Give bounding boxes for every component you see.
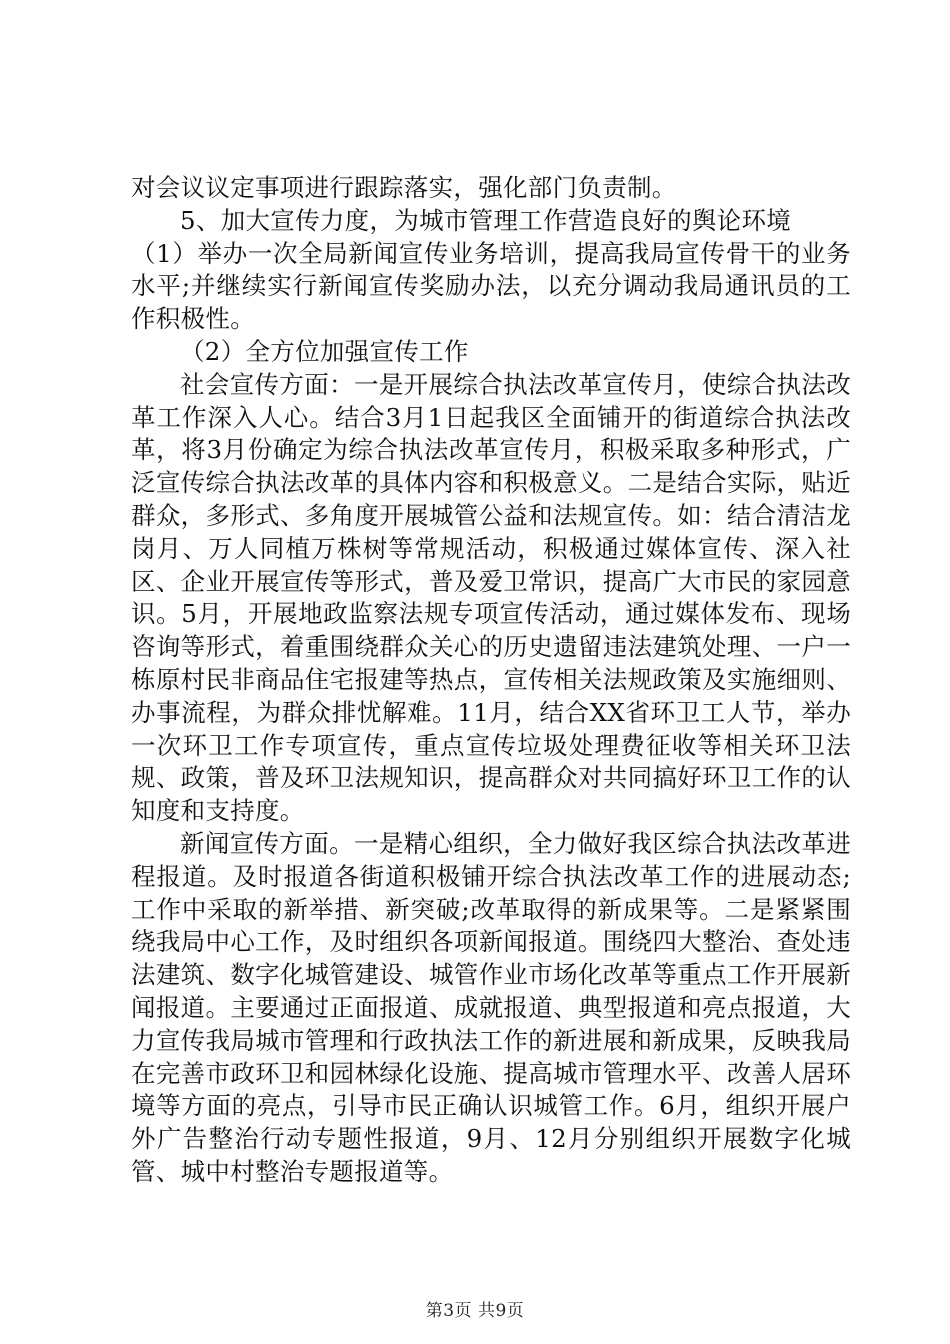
page-number: 第3页 共9页 [425, 1301, 525, 1321]
paragraph-item-1: （1）举办一次全局新闻宣传业务培训，提高我局宣传骨干的业务水平;并继续实行新闻宣传奖励办法，以充分调动我局通讯员的工作积极性。 [131, 238, 851, 334]
paragraph-continuation: 对会议议定事项进行跟踪落实，强化部门负责制。 [131, 173, 677, 202]
paragraph-social-publicity: 社会宣传方面：一是开展综合执法改革宣传月，使综合执法改革工作深入人心。结合3月1日起我区全面铺开的街道综合执法改革，将3月份确定为综合执法改革宣传月，积极采取多种形式，广泛宣传综合执法改革的具体内容和积极意义。二是结合实际，贴近群众，多形式、多角度开展城管公益和法规宣传。如：结合清洁龙岗月、万人同植万株树等常规活动，积极通过媒体宣传、深入社区、企业开展宣传等形式，普及爱卫常识，提高广大市民的家园意识。5月，开展地政监察法规专项宣传活动，通过媒体发布、现场咨询等形式，着重围绕群众关心的历史遗留违法建筑处理、一户一栋原村民非商品住宅报建等热点，宣传相关法规政策及实施细则、办事流程，为群众排忧解难。11月，结合XX省环卫工人节，举办一次环卫工作专项宣传，重点宣传垃圾处理费征收等相关环卫法规、政策，普及环卫法规知识，提高群众对共同搞好环卫工作的认知度和支持度。 [131, 369, 851, 826]
paragraph-item-2: （2）全方位加强宣传工作 [180, 336, 469, 366]
paragraph-news-publicity: 新闻宣传方面。一是精心组织，全力做好我区综合执法改革进程报道。及时报道各街道积极铺开综合执法改革工作的进展动态;工作中采取的新举措、新突破;改革取得的新成果等。二是紧紧围绕我局中心工作，及时组织各项新闻报道。围绕四大整治、查处违法建筑、数字化城管建设、城管作业市场化改革等重点工作开展新闻报道。主要通过正面报道、成就报道、典型报道和亮点报道，大力宣传我局城市管理和行政执法工作的新进展和新成果，反映我局在完善市政环卫和园林绿化设施、提高城市管理水平、改善人居环境等方面的亮点，引导市民正确认识城管工作。6月，组织开展户外广告整治行动专题性报道，9月、12月分别组织开展数字化城管、城中村整治专题报道等。 [131, 828, 851, 1186]
page-footer [0, 1296, 950, 1321]
section-heading: 5、加大宣传力度，为城市管理工作营造良好的舆论环境 [180, 205, 792, 235]
document-body [131, 172, 851, 1189]
